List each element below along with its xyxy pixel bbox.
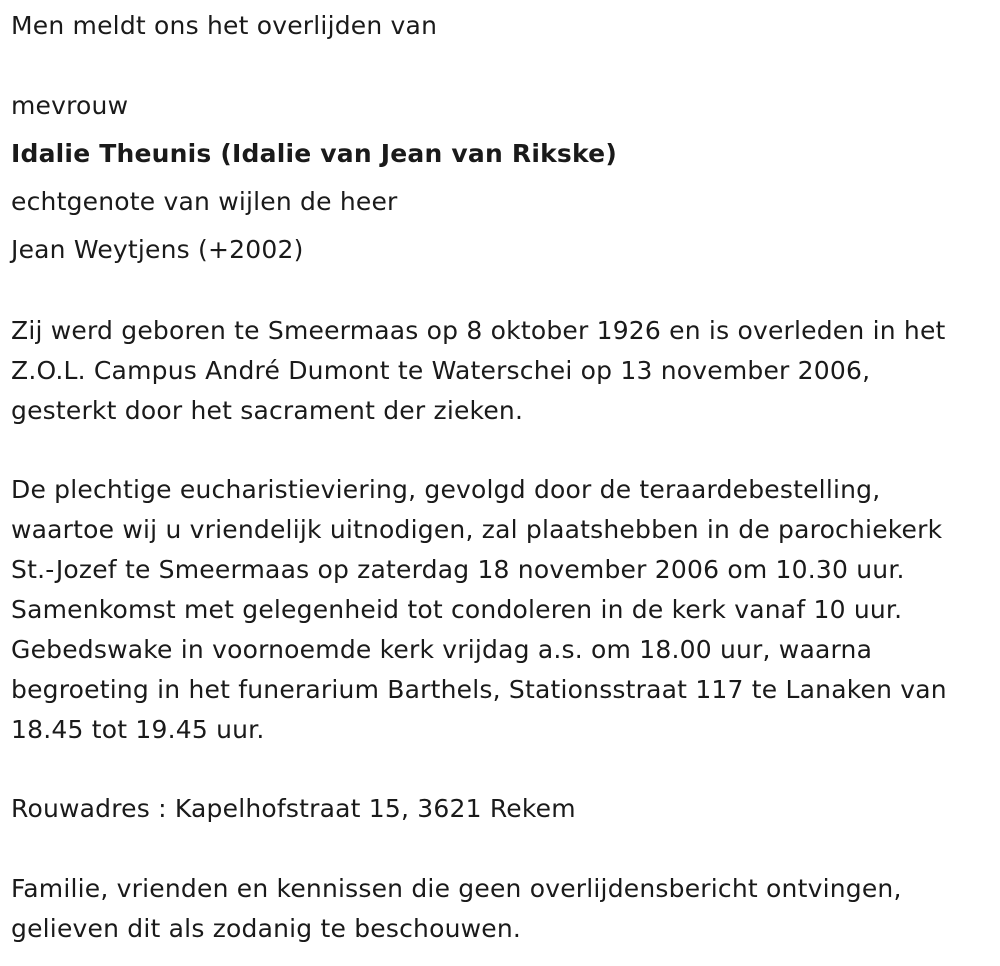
paragraph-line: Samenkomst met gelegenheid tot condoleren in de kerk vanaf 10 uur.	[11, 595, 903, 624]
birth-death-paragraph	[11, 311, 996, 431]
paragraph-line: Zij werd geboren te Smeermaas op 8 oktober 1926 en is overleden in het	[11, 316, 946, 345]
paragraph-line: gelieven dit als zodanig te beschouwen.	[11, 914, 522, 943]
address-line: Rouwadres : Kapelhofstraat 15, 3621 Rekem	[11, 794, 576, 823]
closing-paragraph	[11, 869, 996, 949]
paragraph-line: De plechtige eucharistieviering, gevolgd door de teraardebestelling,	[11, 475, 881, 504]
spouse-text: Jean Weytjens (+2002)	[11, 235, 304, 264]
address-text	[11, 789, 996, 829]
honorific-text: mevrouw	[11, 91, 129, 120]
deceased-name: Idalie Theunis (Idalie van Jean van Rikske)	[11, 139, 617, 168]
paragraph-line: Z.O.L. Campus André Dumont te Waterschei op 13 november 2006,	[11, 356, 871, 385]
paragraph-line: St.-Jozef te Smeermaas op zaterdag 18 november 2006 om 10.30 uur.	[11, 555, 905, 584]
intro-text: Men meldt ons het overlijden van	[11, 11, 438, 40]
paragraph-line: Gebedswake in voornoemde kerk vrijdag a.s. om 18.00 uur, waarna	[11, 635, 873, 664]
relation-text: echtgenote van wijlen de heer	[11, 187, 398, 216]
paragraph-line: 18.45 tot 19.45 uur.	[11, 715, 265, 744]
ceremony-paragraph	[11, 470, 996, 750]
paragraph-line: waartoe wij u vriendelijk uitnodigen, zal plaatshebben in de parochiekerk	[11, 515, 943, 544]
paragraph-line: begroeting in het funerarium Barthels, Stationsstraat 117 te Lanaken van	[11, 675, 947, 704]
paragraph-line: Familie, vrienden en kennissen die geen overlijdensbericht ontvingen,	[11, 874, 902, 903]
paragraph-line: gesterkt door het sacrament der zieken.	[11, 396, 524, 425]
